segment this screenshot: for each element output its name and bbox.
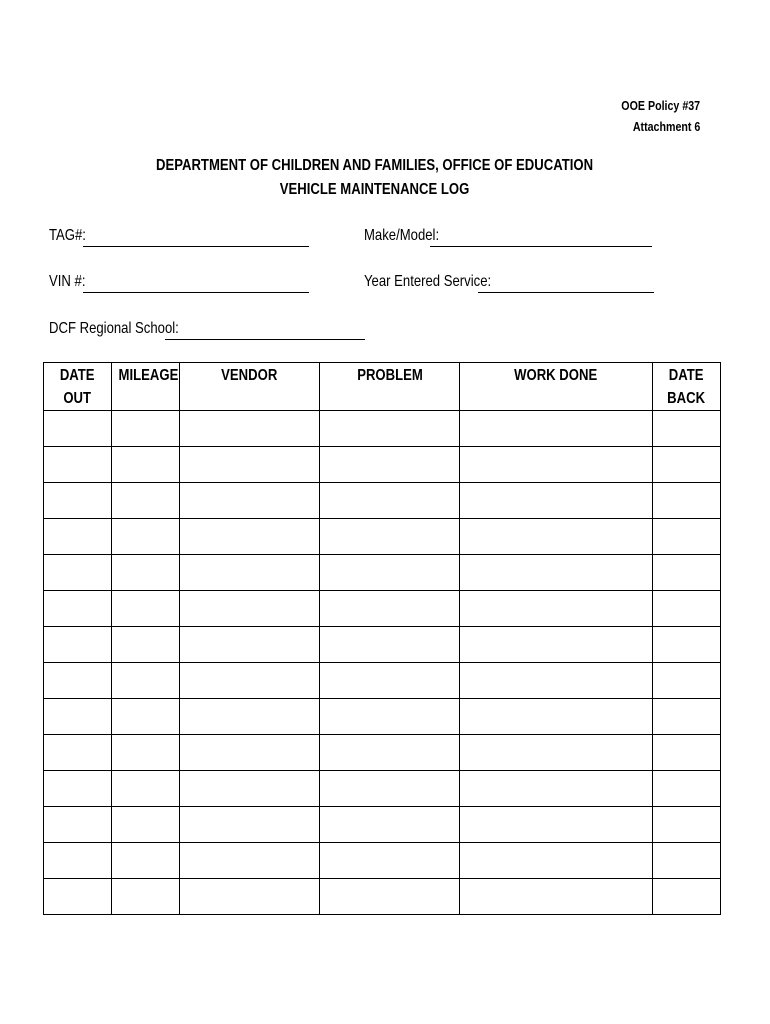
table-cell[interactable]	[320, 843, 460, 879]
table-cell[interactable]	[460, 483, 653, 519]
table-cell[interactable]	[320, 627, 460, 663]
table-cell[interactable]	[653, 735, 721, 771]
table-cell[interactable]	[112, 519, 180, 555]
table-cell[interactable]	[653, 483, 721, 519]
table-cell[interactable]	[460, 447, 653, 483]
table-cell[interactable]	[112, 771, 180, 807]
table-cell[interactable]	[44, 411, 112, 447]
policy-number	[604, 98, 700, 113]
column-header-text: VENDOR	[221, 367, 278, 384]
table-row	[44, 555, 721, 591]
table-cell[interactable]	[112, 879, 180, 915]
table-row	[44, 735, 721, 771]
table-cell[interactable]	[44, 447, 112, 483]
table-cell[interactable]	[180, 699, 320, 735]
table-cell[interactable]	[180, 879, 320, 915]
column-header-problem	[320, 363, 460, 411]
table-cell[interactable]	[180, 555, 320, 591]
vin-field	[49, 273, 311, 293]
make-model-input-line[interactable]	[430, 246, 652, 247]
column-header-text: DATE BACK	[667, 367, 706, 407]
table-row	[44, 591, 721, 627]
table-cell[interactable]	[44, 591, 112, 627]
table-cell[interactable]	[653, 519, 721, 555]
table-cell[interactable]	[460, 699, 653, 735]
table-cell[interactable]	[653, 771, 721, 807]
regional-school-input-line[interactable]	[165, 339, 365, 340]
year-entered-service-field	[364, 273, 656, 293]
table-row	[44, 519, 721, 555]
table-cell[interactable]	[112, 735, 180, 771]
table-row	[44, 447, 721, 483]
table-row	[44, 807, 721, 843]
table-cell[interactable]	[320, 555, 460, 591]
policy-number-text: OOE Policy #37	[621, 98, 700, 113]
column-header-mileage	[112, 363, 180, 411]
column-header-text: WORK DONE	[514, 367, 598, 384]
table-cell[interactable]	[460, 411, 653, 447]
table-cell[interactable]	[320, 735, 460, 771]
table-cell[interactable]	[180, 519, 320, 555]
table-cell[interactable]	[653, 699, 721, 735]
vin-label: VIN #:	[49, 273, 86, 290]
table-cell[interactable]	[460, 519, 653, 555]
column-header-text: DATE OUT	[60, 367, 95, 407]
table-cell[interactable]	[320, 447, 460, 483]
table-cell[interactable]	[112, 699, 180, 735]
table-cell[interactable]	[653, 411, 721, 447]
column-header-date-out	[44, 363, 112, 411]
table-row	[44, 843, 721, 879]
column-header-text: PROBLEM	[356, 367, 423, 384]
table-row	[44, 411, 721, 447]
table-cell[interactable]	[320, 879, 460, 915]
table-cell[interactable]	[320, 699, 460, 735]
table-row	[44, 627, 721, 663]
attachment-number-text: Attachment 6	[632, 119, 700, 134]
table-cell[interactable]	[460, 843, 653, 879]
department-title	[0, 157, 750, 175]
table-cell[interactable]	[653, 843, 721, 879]
table-cell[interactable]	[460, 879, 653, 915]
table-row	[44, 699, 721, 735]
department-title-text: DEPARTMENT OF CHILDREN AND FAMILIES, OFFICE OF EDUCATION	[156, 157, 594, 174]
table-cell[interactable]	[320, 771, 460, 807]
table-cell[interactable]	[180, 663, 320, 699]
table-cell[interactable]	[653, 663, 721, 699]
table-cell[interactable]	[653, 447, 721, 483]
table-cell[interactable]	[112, 627, 180, 663]
table-cell[interactable]	[460, 735, 653, 771]
attachment-number	[618, 119, 700, 134]
table-cell[interactable]	[653, 627, 721, 663]
table-cell[interactable]	[112, 447, 180, 483]
year-entered-service-label: Year Entered Service:	[364, 273, 492, 290]
table-cell[interactable]	[460, 555, 653, 591]
table-cell[interactable]	[112, 663, 180, 699]
table-cell[interactable]	[180, 627, 320, 663]
table-cell[interactable]	[460, 591, 653, 627]
make-model-label: Make/Model:	[364, 227, 440, 244]
table-cell[interactable]	[320, 411, 460, 447]
table-cell[interactable]	[44, 555, 112, 591]
column-header-vendor	[180, 363, 320, 411]
maintenance-log-table	[43, 362, 721, 915]
regional-school-field	[49, 320, 367, 340]
table-cell[interactable]	[320, 591, 460, 627]
table-cell[interactable]	[180, 735, 320, 771]
table-cell[interactable]	[112, 411, 180, 447]
table-cell[interactable]	[44, 879, 112, 915]
table-cell[interactable]	[112, 807, 180, 843]
table-cell[interactable]	[653, 807, 721, 843]
table-cell[interactable]	[44, 519, 112, 555]
table-cell[interactable]	[320, 519, 460, 555]
table-cell[interactable]	[112, 591, 180, 627]
tag-input-line[interactable]	[83, 246, 309, 247]
column-header-date-back	[653, 363, 721, 411]
table-cell[interactable]	[460, 771, 653, 807]
table-cell[interactable]	[180, 771, 320, 807]
table-cell[interactable]	[112, 843, 180, 879]
tag-label: TAG#:	[49, 227, 86, 244]
year-entered-service-input-line[interactable]	[478, 292, 654, 293]
table-cell[interactable]	[180, 447, 320, 483]
make-model-field	[364, 227, 654, 247]
table-cell[interactable]	[44, 843, 112, 879]
table-body	[44, 411, 721, 915]
table-cell[interactable]	[44, 663, 112, 699]
form-title	[0, 181, 750, 199]
table-cell[interactable]	[180, 411, 320, 447]
table-cell[interactable]	[44, 627, 112, 663]
table-cell[interactable]	[112, 555, 180, 591]
table-row	[44, 879, 721, 915]
table-cell[interactable]	[653, 879, 721, 915]
table-cell[interactable]	[320, 807, 460, 843]
form-title-text: VEHICLE MAINTENANCE LOG	[280, 181, 470, 198]
column-header-work-done	[460, 363, 653, 411]
table-cell[interactable]	[180, 483, 320, 519]
table-row	[44, 663, 721, 699]
vin-input-line[interactable]	[83, 292, 309, 293]
table-cell[interactable]	[44, 699, 112, 735]
table-row	[44, 483, 721, 519]
table-cell[interactable]	[44, 771, 112, 807]
table-cell[interactable]	[44, 735, 112, 771]
regional-school-label: DCF Regional School:	[49, 320, 179, 337]
table-cell[interactable]	[460, 627, 653, 663]
column-header-text: MILEAGE	[118, 367, 179, 384]
table-cell[interactable]	[653, 555, 721, 591]
table-cell[interactable]	[44, 807, 112, 843]
table-cell[interactable]	[180, 591, 320, 627]
table-cell[interactable]	[320, 483, 460, 519]
table-cell[interactable]	[180, 843, 320, 879]
tag-field	[49, 227, 311, 247]
table-header-row	[44, 363, 721, 411]
table-cell[interactable]	[460, 663, 653, 699]
table-cell[interactable]	[180, 807, 320, 843]
table-cell[interactable]	[112, 483, 180, 519]
table-cell[interactable]	[44, 483, 112, 519]
table-cell[interactable]	[320, 663, 460, 699]
table-cell[interactable]	[653, 591, 721, 627]
table-cell[interactable]	[460, 807, 653, 843]
table-row	[44, 771, 721, 807]
